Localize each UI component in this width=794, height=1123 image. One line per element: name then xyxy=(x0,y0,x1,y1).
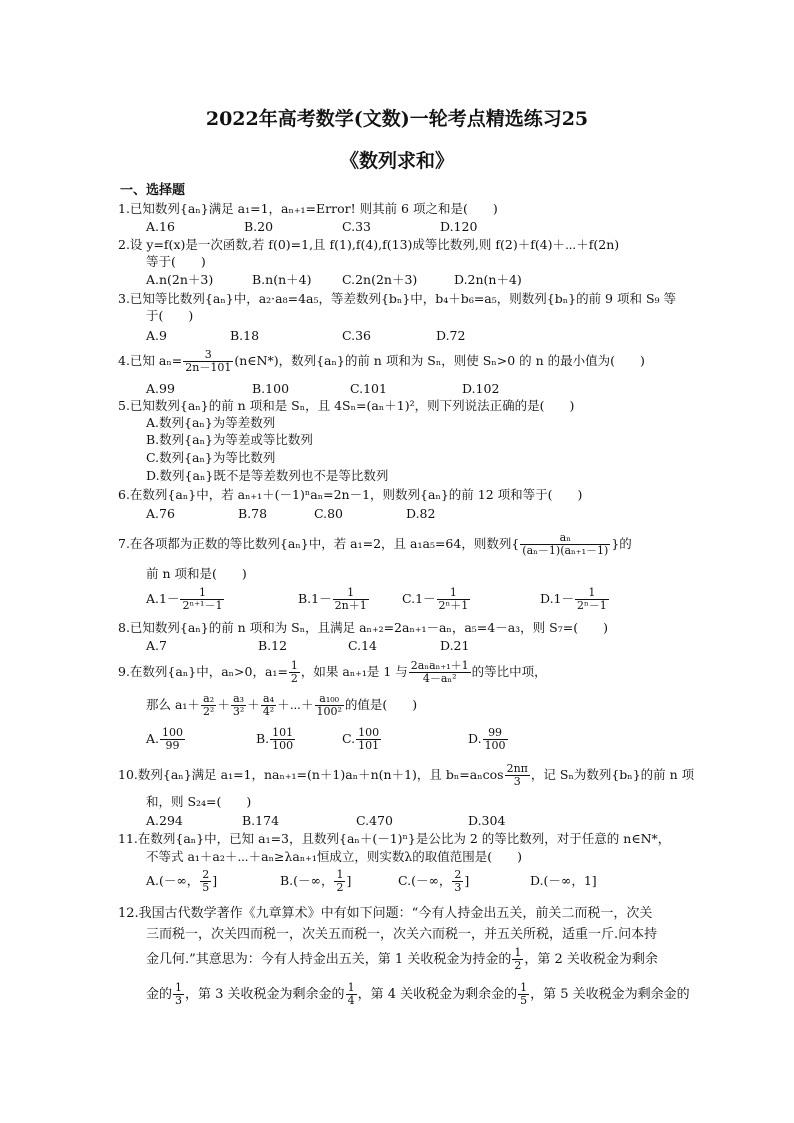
q9-fraction-1 xyxy=(289,660,300,685)
question-10 xyxy=(118,760,694,790)
q12-f1-num: 1 xyxy=(514,946,522,959)
question-11-cont: 不等式 a₁＋a₂＋⋯＋aₙ≥λaₙ₊₁恒成立，则实数λ的取值范围是( ) xyxy=(146,849,523,864)
q7-b-num: 1 xyxy=(333,587,369,600)
q11-option-d: D.(－∞，1] xyxy=(530,873,597,888)
q4-option-c: C.101 xyxy=(350,381,387,396)
q7-fraction xyxy=(520,532,610,557)
question-9-cont: 那么 a₁＋ $\frac{\text{a₂}}{\text{2²}}$ ＋ $\frac{\text{a₃}}{\text{3²}}$ ＋ $\frac{\text{a₄}}{\text{4²}}$ ＋⋯＋ $\frac{\text{a₁₀₀}}{\text{100²}}$ 的值是( ) xyxy=(146,692,418,718)
q6-option-a: A.76 xyxy=(146,506,175,521)
q12-l4-seg3: ，第 4 关收税金为剩余金的 xyxy=(357,987,518,1002)
q9-frac1-den: 2 xyxy=(290,672,298,685)
q12-f1-den: 2 xyxy=(514,959,522,972)
q9-term-2 xyxy=(201,693,216,718)
q3-option-a: A.9 xyxy=(146,328,167,343)
q4-option-d: D.102 xyxy=(462,381,500,396)
q1-option-a: A.16 xyxy=(146,219,175,234)
q12-l4-seg1: 金的 xyxy=(146,987,173,1002)
q12-frac-3 xyxy=(346,982,357,1007)
q11-c-den: 3 xyxy=(454,881,462,894)
q9-sum-pre: 那么 a₁＋ xyxy=(146,697,200,712)
q12-line3-post: ，第 2 关收税金为剩余 xyxy=(524,952,658,967)
q7-d-pre: D.1－ xyxy=(540,591,575,606)
question-12: 12.我国古代数学著作《九章算术》中有如下问题：“今有人持金出五关，前关二而税一，次关 xyxy=(118,906,653,921)
q4-frac-num: 3 xyxy=(183,349,233,362)
q9-fraction-2 xyxy=(409,660,471,685)
q11-option-b xyxy=(280,866,351,896)
q5-option-c: C.数列{aₙ}为等比数列 xyxy=(146,450,276,465)
q8-option-d: D.21 xyxy=(440,638,470,653)
q10-option-c: C.470 xyxy=(356,813,393,828)
q9-sum-post: 的值是( ) xyxy=(344,697,418,712)
q7-d-num: 1 xyxy=(575,587,609,600)
q2-option-a: A.n(2n＋3) xyxy=(146,272,214,287)
q9-t2-den: 2² xyxy=(202,705,215,718)
q9-frac2-num: 2aₙaₙ₊₁＋1 xyxy=(410,659,469,672)
q7-a-frac xyxy=(180,587,224,612)
q9-a-num: 100 xyxy=(162,726,184,739)
question-3: 3.已知等比数列{aₙ}中，a₂·a₈=4a₅，等差数列{bₙ}中，b₄＋b₆=a₅，则数列{bₙ}的前 9 项和 S₉ 等 xyxy=(118,291,676,306)
q2-option-b: B.n(n＋4) xyxy=(252,272,312,287)
q4-option-b: B.100 xyxy=(252,381,290,396)
q3-option-c: C.36 xyxy=(342,328,371,343)
section-heading: 一、选择题 xyxy=(120,183,186,198)
q11-a-num: 2 xyxy=(202,868,210,881)
q9-c-frac xyxy=(356,727,381,752)
q9-d-num: 99 xyxy=(483,727,508,740)
q9-b-den: 100 xyxy=(272,739,294,752)
page-subtitle: 《数列求和》 xyxy=(339,150,454,172)
q6-option-b: B.78 xyxy=(238,506,268,521)
q5-option-a: A.数列{aₙ}为等差数列 xyxy=(146,415,276,430)
q9-b-num: 101 xyxy=(272,726,294,739)
q10-option-a: A.294 xyxy=(146,813,183,828)
q10-option-b: B.174 xyxy=(242,813,280,828)
q11-a-den: 5 xyxy=(202,881,210,894)
q12-f4-num: 1 xyxy=(520,981,528,994)
q2-option-c: C.2n(2n＋3) xyxy=(342,272,418,287)
q11-b-post: ] xyxy=(346,873,352,888)
q10-frac-den: 3 xyxy=(513,775,521,788)
q9-term-3 xyxy=(231,693,246,718)
q7-text-pre: 7.在各项都为正数的等比数列{aₙ}中，若 a₁=2，且 a₁a₅=64，则数列{ xyxy=(118,536,520,551)
question-2: 2.设 y=f(x)是一次函数,若 f(0)=1,且 f(1),f(4),f(13)成等比数列,则 f(2)＋f(4)＋⋯＋f(2n) xyxy=(118,237,620,252)
question-5: 5.已知数列{aₙ}的前 n 项和是 Sₙ，且 4Sₙ=(aₙ＋1)²，则下列说法正确的是( ) xyxy=(118,398,575,413)
q9-option-c xyxy=(342,724,382,754)
q11-c-pre: C.(－∞， xyxy=(398,873,452,888)
q9-t4-num: a₄ xyxy=(261,693,276,706)
q11-option-a xyxy=(146,866,217,896)
q9-frac2-den: 4－aₙ² xyxy=(422,672,457,685)
q7-b-pre: B.1－ xyxy=(298,591,332,606)
q10-option-d: D.304 xyxy=(468,813,506,828)
q12-f2-den: 3 xyxy=(175,994,183,1007)
q9-dots: ＋⋯＋ xyxy=(277,697,314,712)
q5-option-d: D.数列{aₙ}既不是等差数列也不是等比数列 xyxy=(146,468,389,483)
q12-line3-pre: 金几何.”其意思为：今有人持金出五关，第 1 关收税金为持金的 xyxy=(146,952,512,967)
q10-text-pre: 10.数列{aₙ}满足 a₁=1，naₙ₊₁=(n＋1)aₙ＋n(n＋1)，且 bₙ=aₙcos xyxy=(118,767,504,782)
question-12-line2: 三而税一，次关四而税一，次关五而税一，次关六而税一，并五关所税，适重一斤.问本持 xyxy=(146,927,658,942)
q11-c-post: ] xyxy=(464,873,470,888)
q9-t3-den: 3² xyxy=(232,705,245,718)
q11-option-c xyxy=(398,866,469,896)
q8-option-b: B.12 xyxy=(258,638,288,653)
question-3-cont: 于( ) xyxy=(146,308,194,323)
q6-option-c: C.80 xyxy=(314,506,343,521)
q7-text-post: }的 xyxy=(611,536,632,551)
q7-c-pre: C.1－ xyxy=(402,591,436,606)
question-7-cont: 前 n 项和是( ) xyxy=(146,566,247,581)
question-10-cont: 和，则 S₂₄=( ) xyxy=(146,794,252,809)
q12-f3-num: 1 xyxy=(347,981,355,994)
q7-option-a xyxy=(146,584,225,614)
q7-c-num: 1 xyxy=(437,587,471,600)
q12-frac-2 xyxy=(173,982,184,1007)
q12-frac-4 xyxy=(518,982,529,1007)
question-6: 6.在数列{aₙ}中，若 aₙ₊₁＋(－1)ⁿaₙ=2n－1，则数列{aₙ}的前 12 项和等于( ) xyxy=(118,487,583,502)
q9-d-pre: D. xyxy=(468,731,482,746)
q7-c-frac xyxy=(437,587,471,612)
q10-frac-num: 2nπ xyxy=(506,762,528,775)
q11-a-frac xyxy=(200,869,211,894)
q4-frac-den: 2n－101 xyxy=(185,361,232,374)
q7-b-frac xyxy=(333,587,369,612)
q3-option-d: D.72 xyxy=(436,328,466,343)
q6-option-d: D.82 xyxy=(406,506,436,521)
q7-d-frac xyxy=(575,587,609,612)
q11-a-post: ] xyxy=(212,873,218,888)
q9-d-den: 100 xyxy=(484,739,506,752)
q8-option-c: C.14 xyxy=(348,638,377,653)
q9-c-num: 100 xyxy=(358,726,380,739)
q9-a-den: 99 xyxy=(165,739,180,752)
q7-option-b xyxy=(298,584,370,614)
q3-option-b: B.18 xyxy=(230,328,260,343)
question-12-line3 xyxy=(146,945,658,975)
q11-b-num: 1 xyxy=(336,868,344,881)
q7-option-c xyxy=(402,584,471,614)
q9-t100-den: 100² xyxy=(316,705,342,718)
question-7 xyxy=(118,530,632,558)
q9-option-d xyxy=(468,724,509,754)
q11-c-num: 2 xyxy=(454,868,462,881)
q9-text-post: 的等比中项， xyxy=(471,664,547,679)
q7-option-d xyxy=(540,584,610,614)
q2-option-d: D.2n(n＋4) xyxy=(454,272,522,287)
question-2-cont: 等于( ) xyxy=(146,254,206,269)
q7-b-den: 2n＋1 xyxy=(334,599,367,612)
q7-frac-den: (aₙ－1)(aₙ₊₁－1) xyxy=(522,544,609,557)
q7-d-den: 2ⁿ－1 xyxy=(577,599,607,612)
q11-a-pre: A.(－∞， xyxy=(146,873,200,888)
q10-fraction xyxy=(505,763,530,788)
q4-text-post: (n∈N*)，数列{aₙ}的前 n 项和为 Sₙ，则使 Sₙ>0 的 n 的最小值为( ) xyxy=(234,353,645,368)
question-9 xyxy=(118,657,547,687)
q9-frac1-num: 1 xyxy=(290,659,298,672)
q8-option-a: A.7 xyxy=(146,638,167,653)
q4-option-a: A.99 xyxy=(146,381,175,396)
question-1: 1.已知数列{aₙ}满足 a₁=1，aₙ₊₁=Error! 则其前 6 项之和是( ) xyxy=(118,201,498,216)
q9-text-pre: 9.在数列{aₙ}中，aₙ>0，a₁= xyxy=(118,664,288,679)
q9-term-100 xyxy=(315,693,344,718)
q12-frac-1 xyxy=(512,947,523,972)
q9-option-a xyxy=(146,724,186,754)
q7-c-den: 2ⁿ＋1 xyxy=(438,599,469,612)
q9-t2-num: a₂ xyxy=(201,693,216,706)
q11-b-den: 2 xyxy=(336,881,344,894)
q12-l4-seg4: ，第 5 关收税金为剩余金的 xyxy=(530,987,690,1002)
q11-c-frac xyxy=(452,869,463,894)
q9-t4-den: 4² xyxy=(262,705,275,718)
q12-f3-den: 4 xyxy=(347,994,355,1007)
q7-frac-num: aₙ xyxy=(520,532,610,545)
q9-a-frac xyxy=(160,727,185,752)
q1-option-c: C.33 xyxy=(342,219,371,234)
q10-text-post: ，记 Sₙ为数列{bₙ}的前 n 项 xyxy=(530,767,695,782)
q1-option-d: D.120 xyxy=(440,219,478,234)
question-4 xyxy=(118,347,645,375)
question-12-line4 xyxy=(146,980,690,1010)
q9-t100-num: a₁₀₀ xyxy=(315,693,344,706)
q11-b-frac xyxy=(334,869,345,894)
q12-f4-den: 5 xyxy=(520,994,528,1007)
q9-option-b xyxy=(256,724,296,754)
q9-t3-num: a₃ xyxy=(231,693,246,706)
q9-b-frac xyxy=(270,727,295,752)
q9-d-frac xyxy=(483,727,508,752)
q9-term-4 xyxy=(261,693,276,718)
page-title: 2022年高考数学(文数)一轮考点精选练习25 xyxy=(205,108,589,130)
q1-option-b: B.20 xyxy=(244,219,274,234)
q12-l4-seg2: ，第 3 关收税金为剩余金的 xyxy=(185,987,345,1002)
q9-c-pre: C. xyxy=(342,731,356,746)
q9-b-pre: B. xyxy=(256,731,270,746)
question-11: 11.在数列{aₙ}中，已知 a₁=3，且数列{aₙ＋(－1)ⁿ}是公比为 2 的等比数列，对于任意的 n∈N*， xyxy=(118,831,671,846)
q9-c-den: 101 xyxy=(358,739,380,752)
q4-text-pre: 4.已知 aₙ= xyxy=(118,353,183,368)
q7-a-num: 1 xyxy=(180,587,224,600)
q12-f2-num: 1 xyxy=(175,981,183,994)
q9-a-pre: A. xyxy=(146,731,160,746)
q5-option-b: B.数列{aₙ}为等差或等比数列 xyxy=(146,432,313,447)
q7-a-den: 2ⁿ⁺¹－1 xyxy=(182,599,223,612)
q9-text-mid: ，如果 aₙ₊₁是 1 与 xyxy=(300,664,408,679)
q11-b-pre: B.(－∞， xyxy=(280,873,334,888)
question-8: 8.已知数列{aₙ}的前 n 项和为 Sₙ，且满足 aₙ₊₂=2aₙ₊₁－aₙ，a₅=4－a₃，则 S₇=( ) xyxy=(118,620,608,635)
q7-a-pre: A.1－ xyxy=(146,591,180,606)
q4-fraction xyxy=(183,349,233,374)
